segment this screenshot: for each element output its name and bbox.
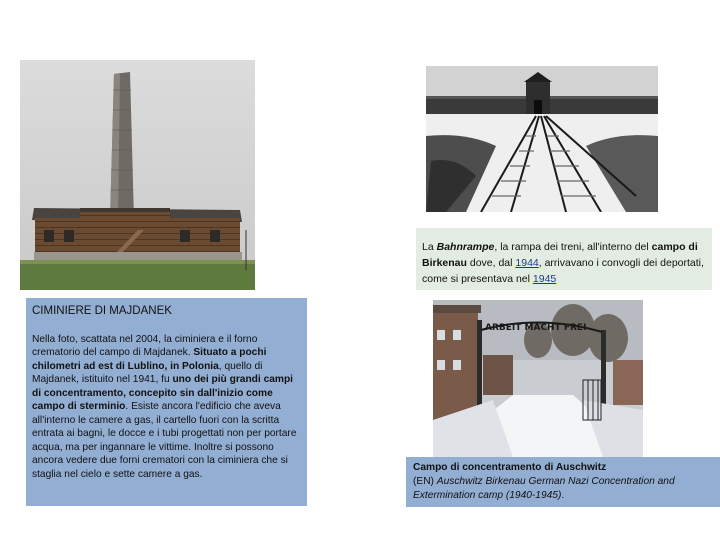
caption-text-3: dove, dal [466,257,516,269]
majdanek-bold-2: uno dei più grandi campi di concentramento, concepito sin dall'inizio come campo di sterminio [32,374,294,412]
birkenau-caption [416,228,712,290]
auschwitz-en-label: (EN) [413,476,437,487]
majdanek-text-2: , quello di Majdanek, istituito nel 1941, fu [32,360,263,385]
majdanek-description [32,333,301,482]
year-1945-link[interactable]: 1945 [532,273,557,285]
majdanek-text-box [26,298,307,506]
gate-sign-text: ARBEIT MACHT FREI [485,323,587,333]
caption-text-1: La [422,241,437,253]
auschwitz-photo [433,300,643,457]
auschwitz-title: Campo di concentramento di Auschwitz [413,462,607,473]
caption-text-2: , la rampa dei treni, all'interno del [494,241,652,253]
auschwitz-subtitle [413,475,714,503]
year-1944-link[interactable]: 1944 [515,257,539,269]
birkenau-photo [426,66,658,212]
majdanek-text-3: . Esiste ancora l'edificio che aveva all'interno le camere a gas, il cartello fuori con la scritta entrata ai bagni, le docce e i tubi progettati non per portare acqua, ma per ingannare le vittime. Inoltre si possono ancora vedere due forni crematori con la ciminiera che si staglia nel cielo e sette camere a gas. [32,401,297,480]
majdanek-text-1: Nella foto, scattata nel 2004, la ciminiera e il forno crematorio del campo di Majdanek. [32,333,258,358]
auschwitz-period: . [561,490,565,501]
caption-text-4: , arrivavano i convogli dei deportati, come si presentava nel [422,257,704,285]
majdanek-photo [20,60,255,290]
caption-term: Bahnrampe [436,241,495,253]
auschwitz-en-text: Auschwitz Birkenau German Nazi Concentration and Extermination camp (1940-1945) [413,476,675,501]
caption-campo: campo di Birkenau [422,241,698,269]
majdanek-title: CIMINIERE DI MAJDANEK [32,305,172,317]
majdanek-bold-1: Situato a pochi chilometri ad est di Lublino, in Polonia [32,347,267,372]
auschwitz-caption-box [406,457,720,507]
